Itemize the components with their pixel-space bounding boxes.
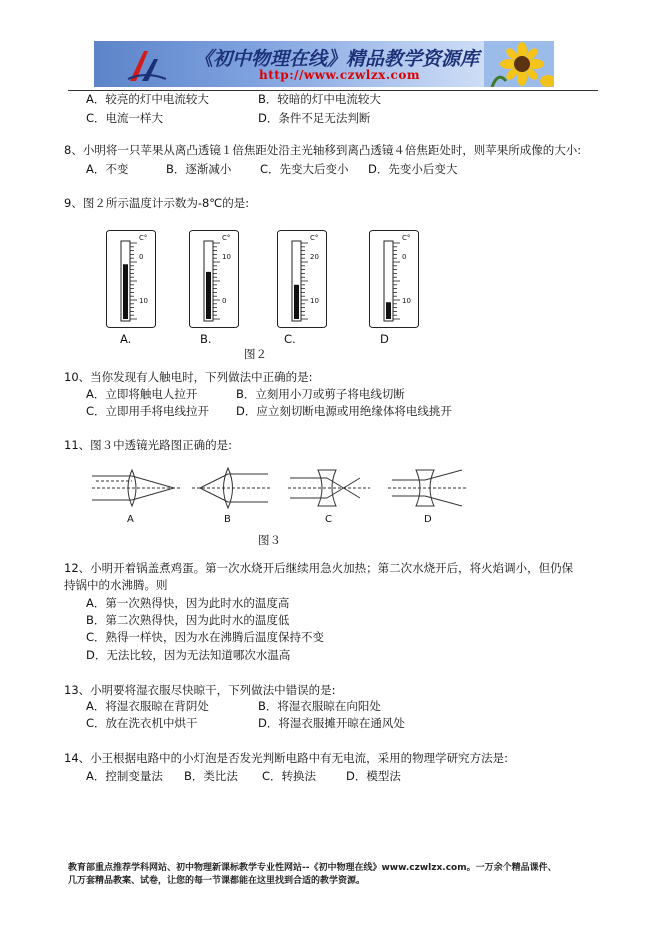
thermometer-top-label: 0 [139,253,144,261]
q11-question: 11、图３中透镜光路图正确的是: [64,438,233,452]
q12-option-d: D．无法比较，因为无法知道哪次水温高 [86,648,291,662]
q12-option-b: B．第二次熟得快，因为此时水的温度低 [86,613,290,627]
q9-question: 9、图２所示温度计示数为-8℃的是: [64,196,250,210]
q10-option-b: B．立刻用小刀或剪子将电线切断 [236,387,405,401]
footer-line-2: 几万套精品教案、试卷，让您的每一节课都能在这里找到合适的教学资源。 [68,876,366,886]
site-logo-icon [124,45,168,85]
q14-option-b: B．类比法 [184,769,238,783]
lens-label-c: C [325,514,332,525]
q12-option-a: A．第一次熟得快，因为此时水的温度高 [86,596,290,610]
thermometer-b [189,230,239,328]
q14-option-c: C．转换法 [262,769,317,783]
thermometer-unit-label: C° [402,234,411,242]
thermometer-d [369,230,419,328]
q12-question-line2: 持锅中的水沸腾。则 [64,578,168,592]
q12-question-line1: 12、小明开着锅盖煮鸡蛋。第一次水烧开后继续用急火加热；第二次水烧开后，将火焰调小，但仍保 [64,561,574,575]
q13-option-c: C．放在洗衣机中烘干 [86,716,198,730]
q14-question: 14、小王根据电路中的小灯泡是否发光判断电路中有无电流，采用的物理学研究方法是: [64,751,509,765]
banner-url[interactable]: http://www.czwlzx.com [259,68,421,82]
q7-option-b: B．较暗的灯中电流较大 [258,92,381,106]
figure-3-caption: 图３ [258,533,281,547]
q8-option-b: B．逐渐减小 [166,162,232,176]
thermometer-c [277,230,327,328]
q10-option-d: D．应立刻切断电源或用绝缘体将电线挑开 [236,404,452,418]
q10-option-a: A．立即将触电人拉开 [86,387,198,401]
thermometer-bottom-label: 10 [310,297,319,305]
q12-option-c: C．熟得一样快，因为水在沸腾后温度保持不变 [86,630,325,644]
q8-option-c: C．先变大后变小 [260,162,349,176]
thermometer-unit-label: C° [222,234,231,242]
q7-option-a: A．较亮的灯中电流较大 [86,92,209,106]
thermometer-top-label: 20 [310,253,319,261]
thermometer-bottom-label: 0 [222,297,227,305]
q13-option-b: B．将湿衣服晾在向阳处 [258,699,381,713]
thermometer-letter-a: A. [120,332,132,346]
q8-option-a: A．不变 [86,162,129,176]
lens-label-b: B [224,514,231,525]
thermometer-top-label: 10 [222,253,231,261]
thermometer-top-label: 0 [402,253,407,261]
q14-option-a: A．控制变量法 [86,769,163,783]
lens-diagram-a [92,470,180,506]
sunflower-image-icon [484,41,554,87]
header-banner [94,41,554,87]
lens-label-a: A [127,514,134,525]
thermometer-bottom-label: 10 [139,297,148,305]
figure-3-lens-diagrams [88,464,468,512]
q8-question: 8、小明将一只苹果从离凸透镜１倍焦距处沿主光轴移到离凸透镜４倍焦距处时，则苹果所成像的大小: [64,143,582,157]
thermometer-a [106,230,156,328]
lens-diagram-d [388,470,466,506]
figure-2-caption: 图２ [244,347,267,361]
thermometer-unit-label: C° [139,234,148,242]
banner-title: 《初中物理在线》精品教学资源库 [194,48,480,70]
q10-option-c: C．立即用手将电线拉开 [86,404,210,418]
q13-option-a: A．将湿衣服晾在背阴处 [86,699,209,713]
q14-option-d: D．模型法 [346,769,401,783]
lens-label-d: D [424,514,432,525]
thermometer-letter-d: D [380,332,389,346]
thermometer-unit-label: C° [310,234,319,242]
thermometer-letter-c: C. [284,332,296,346]
thermometer-bottom-label: 10 [402,297,411,305]
header-rule [68,90,598,91]
q13-question: 13、小明要将湿衣服尽快晾干，下列做法中错误的是: [64,683,336,697]
page-footer [68,862,608,888]
lens-diagram-c [288,470,370,506]
q10-question: 10、当你发现有人触电时，下列做法中正确的是: [64,370,313,384]
thermometer-letter-b: B. [200,332,212,346]
q13-option-d: D．将湿衣服摊开晾在通风处 [258,716,405,730]
lens-diagram-b [192,468,270,508]
q7-option-c: C．电流一样大 [86,111,164,125]
q7-option-d: D．条件不足无法判断 [258,111,371,125]
footer-line-1: 教育部重点推荐学科网站、初中物理新课标教学专业性网站--《初中物理在线》www.czwlzx.com。一万余个精品课件、 [68,863,557,873]
q8-option-d: D．先变小后变大 [368,162,458,176]
